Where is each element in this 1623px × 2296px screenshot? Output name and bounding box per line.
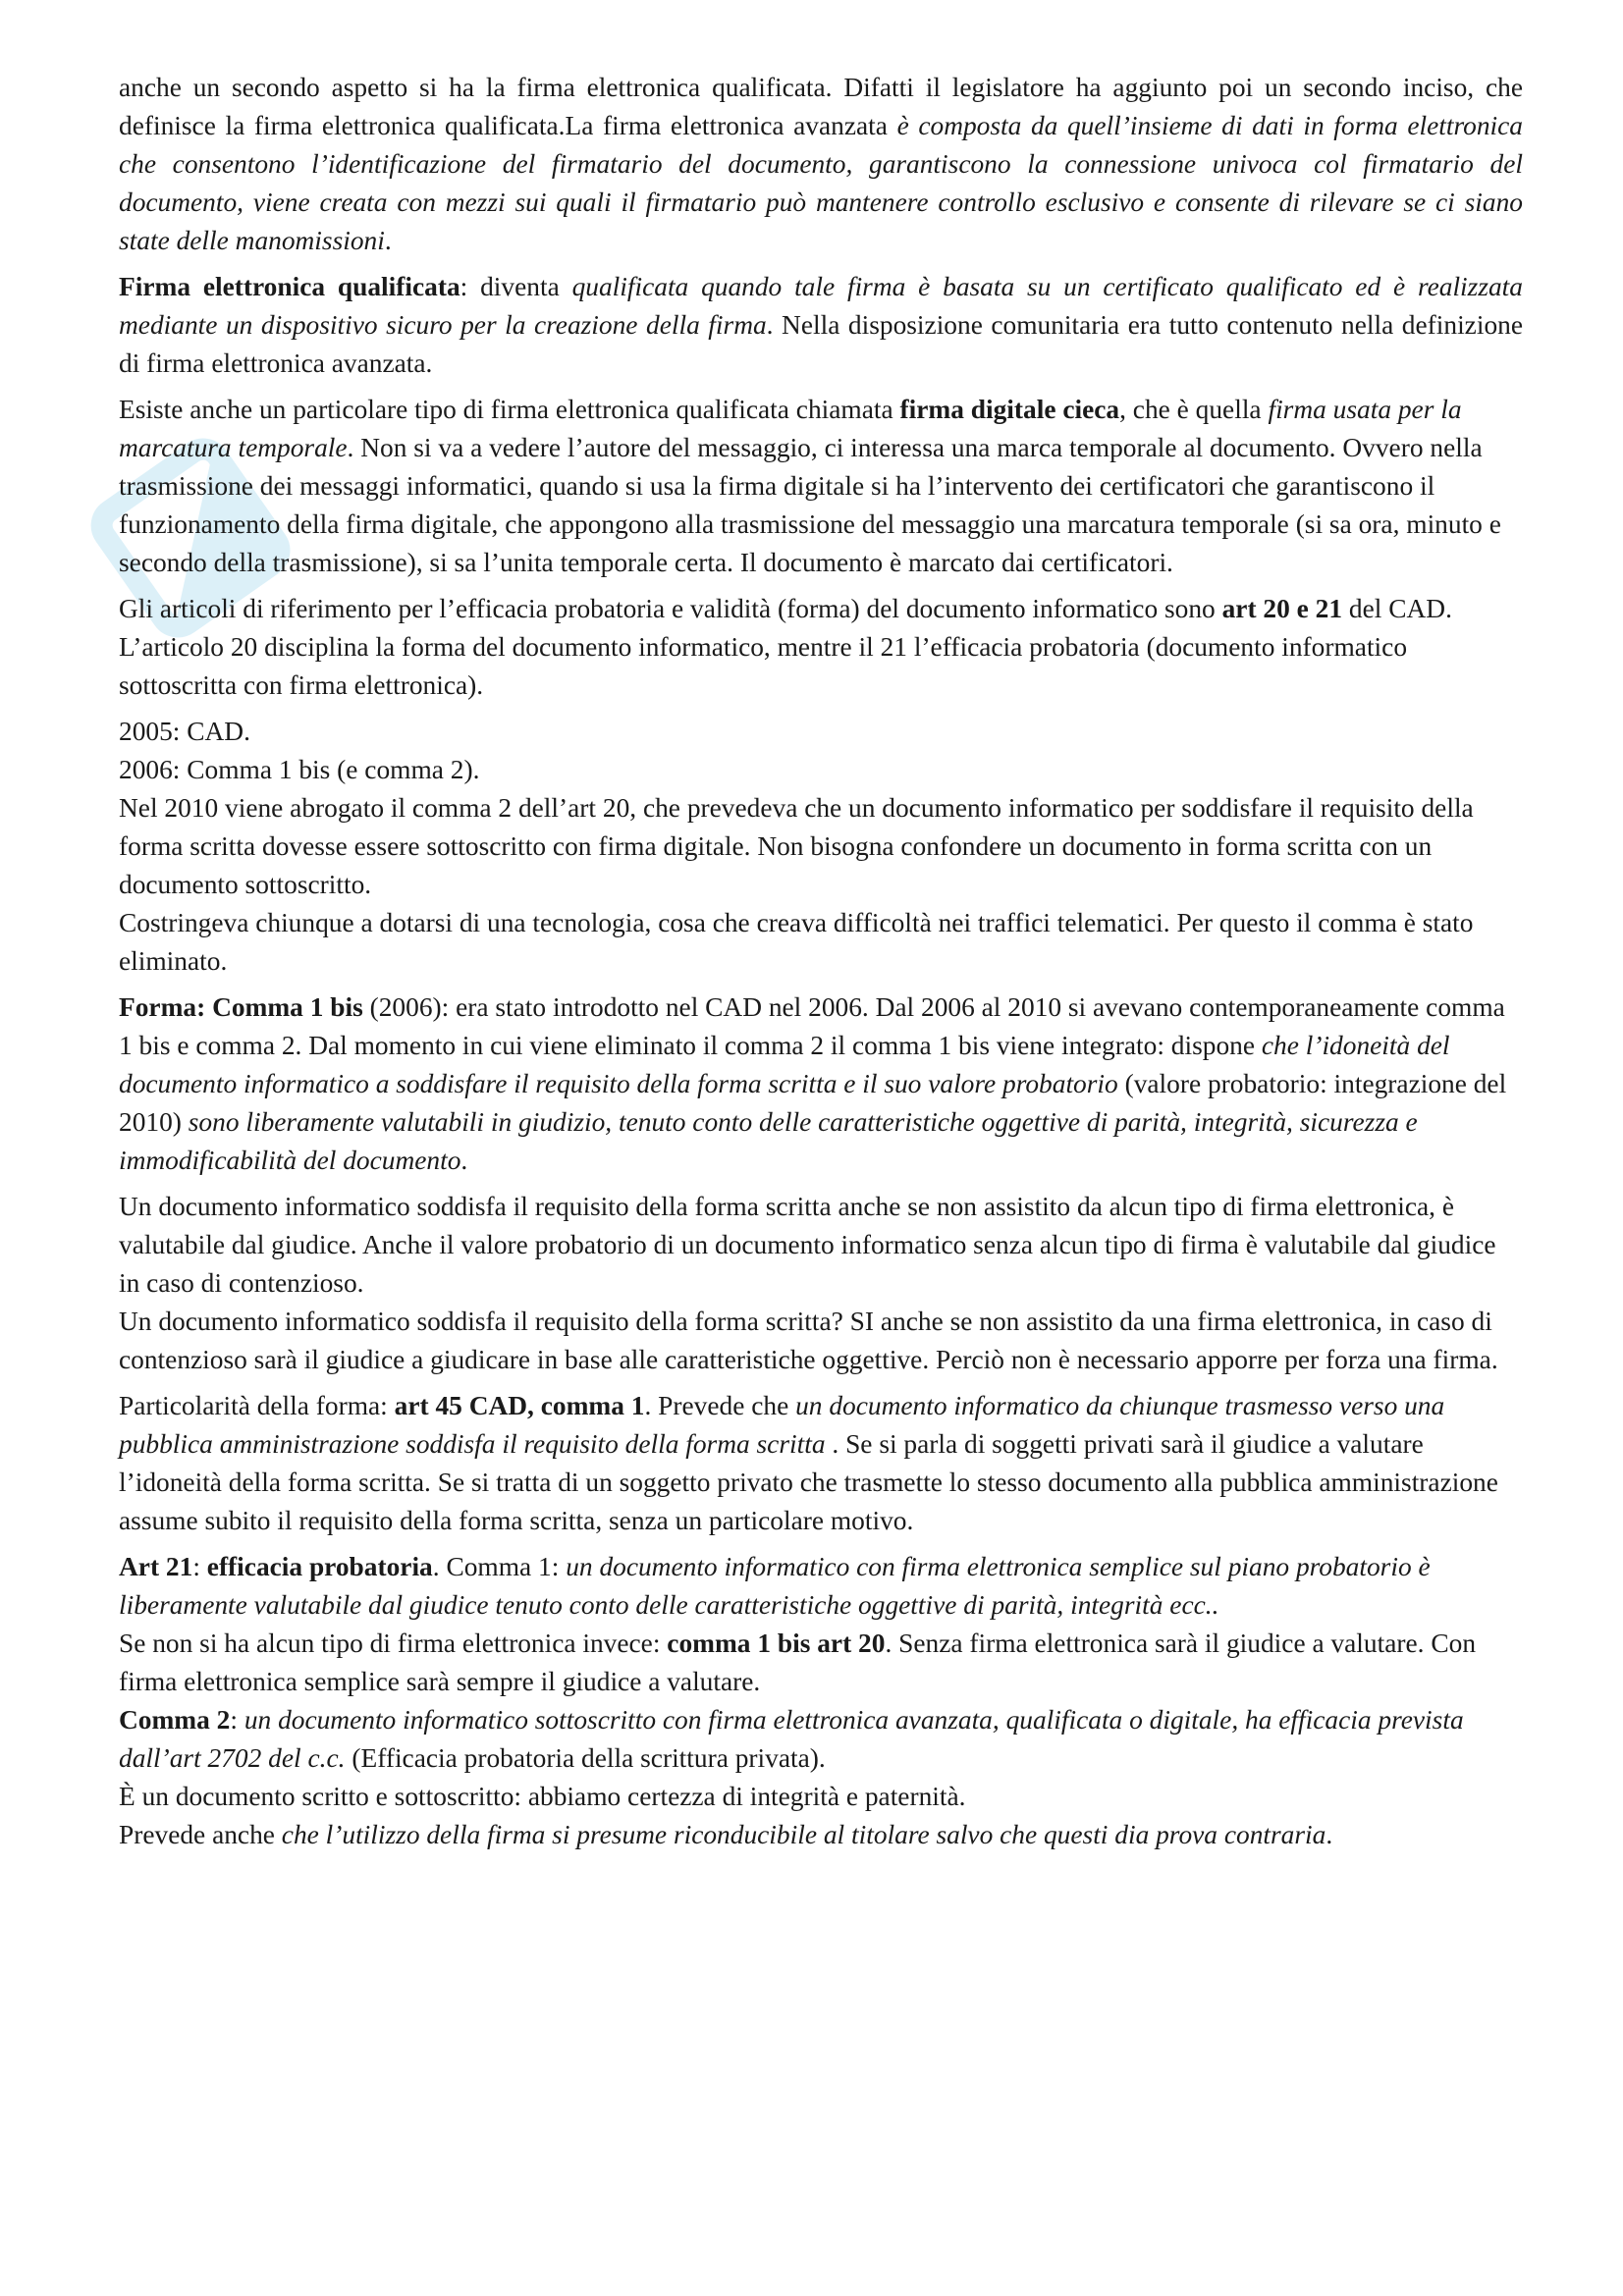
paragraph-articoli-riferimento: Gli articoli di riferimento per l’efficacia probatoria e validità (forma) del documento informatico sono art 20 e 21 del CAD. L’articolo 20 disciplina la forma del documento informatico, mentre il 21 l’efficacia probatoria (documento informatico sottoscritta con firma elettronica). [119,594,1452,700]
paragraph-firma-digitale-cieca: Esiste anche un particolare tipo di firma elettronica qualificata chiamata firma digitale cieca, che è quella firma usata per la marcatura temporale. Non si va a vedere l’autore del messaggio, ci interessa una marca temporale al documento. Ovvero nella trasmissione dei messaggi informatici, quando si usa la firma digitale si ha l’intervento dei certificatori che garantiscono il funzionamento della firma digitale, che appongono alla trasmissione del messaggio una marcatura temporale (si sa ora, minuto e secondo della trasmissione), si sa l’unita temporale certa. Il documento è marcato dai certificatori. [119,395,1501,577]
document-body [119,69,1523,1862]
paragraph-art-45: Particolarità della forma: art 45 CAD, comma 1. Prevede che un documento informatico da chiunque trasmesso verso una pubblica amministrazione soddisfa il requisito della forma scritta . Se si parla di soggetti privati sarà il giudice a valutare l’idoneità della forma scritta. Se si tratta di un soggetto privato che trasmette lo stesso documento alla pubblica amministrazione assume subito il requisito della forma scritta, senza un particolare motivo. [119,1391,1498,1535]
paragraph-cronologia: 2005: CAD. 2006: Comma 1 bis (e comma 2). Nel 2010 viene abrogato il comma 2 dell’art 20, che prevedeva che un documento informatico per soddisfare il requisito della forma scritta dovesse essere sottoscritto con firma digitale. Non bisogna confondere un documento in forma scritta con un documento sottoscritto. Costringeva chiunque a dotarsi di una tecnologia, cosa che creava difficoltà nei traffici telematici. Per questo il comma è stato eliminato. [119,717,1474,976]
paragraph-comma-1-bis: Forma: Comma 1 bis (2006): era stato introdotto nel CAD nel 2006. Dal 2006 al 2010 si avevano contemporaneamente comma 1 bis e comma 2. Dal momento in cui viene eliminato il comma 2 il comma 1 bis viene integrato: dispone che l’idoneità del documento informatico a soddisfare il requisito della forma scritta e il suo valore probatorio (valore probatorio: integrazione del 2010) sono liberamente valutabili in giudizio, tenuto conto delle caratteristiche oggettive di parità, integrità, sicurezza e immodificabilità del documento. [119,992,1507,1175]
paragraph-forma-scritta: Un documento informatico soddisfa il requisito della forma scritta anche se non assistito da alcun tipo di firma elettronica, è valutabile dal giudice. Anche il valore probatorio di un documento informatico senza alcun tipo di firma è valutabile dal giudice in caso di contenzioso. Un documento informatico soddisfa il requisito della forma scritta? SI anche se non assistito da una firma elettronica, in caso di contenzioso sarà il giudice a giudicare in base alle caratteristiche oggettive. Perciò non è necessario apporre per forza una firma. [119,1192,1498,1374]
paragraph-art-21: Art 21: efficacia probatoria. Comma 1: un documento informatico con firma elettronica semplice sul piano probatorio è liberamente valutabile dal giudice tenuto conto delle caratteristiche oggettive di parità, integrità ecc.. Se non si ha alcun tipo di firma elettronica invece: comma 1 bis art 20. Senza firma elettronica sarà il giudice a valutare. Con firma elettronica semplice sarà sempre il giudice a valutare. Comma 2: un documento informatico sottoscritto con firma elettronica avanzata, qualificata o digitale, ha efficacia prevista dall’art 2702 del c.c. (Efficacia probatoria della scrittura privata). È un documento scritto e sottoscritto: abbiamo certezza di integrità e paternità. Prevede anche che l’utilizzo della firma si presume riconducibile al titolare salvo che questi dia prova contraria. [119,1552,1477,1849]
paragraph-firma-qualificata: Firma elettronica qualificata: diventa qualificata quando tale firma è basata su un certificato qualificato ed è realizzata mediante un dispositivo sicuro per la creazione della firma. Nella disposizione comunitaria era tutto contenuto nella definizione di firma elettronica avanzata. [119,272,1523,378]
paragraph-firma-avanzata: anche un secondo aspetto si ha la firma elettronica qualificata. Difatti il legislatore ha aggiunto poi un secondo inciso, che definisce la firma elettronica qualificata.La firma elettronica avanzata è composta da quell’insieme di dati in forma elettronica che consentono l’identificazione del firmatario del documento, garantiscono la connessione univoca col firmatario del documento, viene creata con mezzi sui quali il firmatario può mantenere controllo esclusivo e consente di rilevare se ci siano state delle manomissioni. [119,73,1523,255]
